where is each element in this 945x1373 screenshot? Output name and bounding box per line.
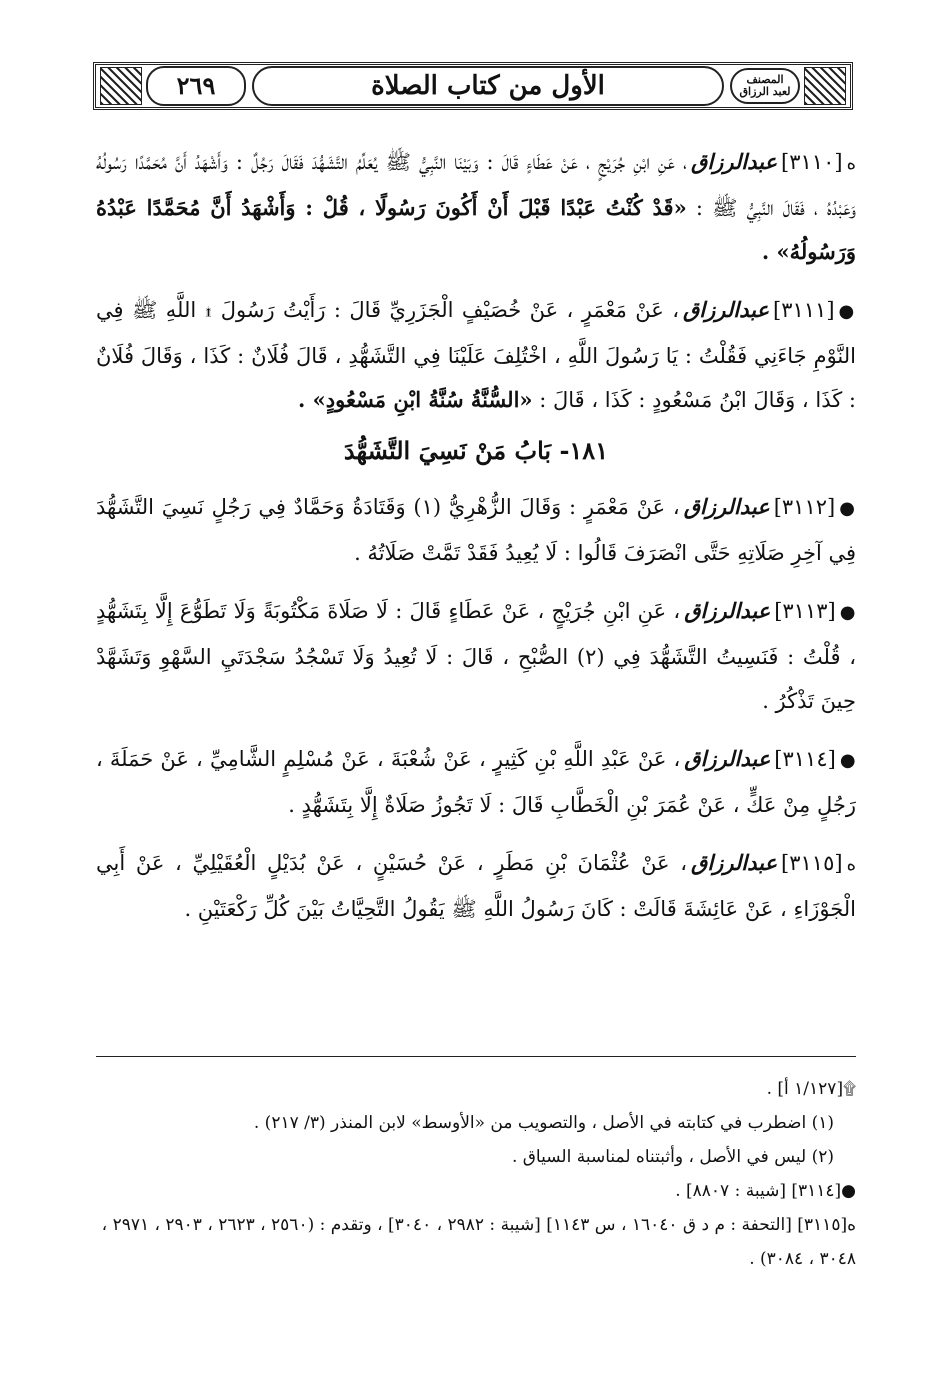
hadith-marker: ● xyxy=(839,750,856,771)
footnote-divider xyxy=(96,1056,856,1057)
hadith-number: [٣١١١] xyxy=(773,298,835,322)
footnote-2: (٢) ليس في الأصل ، وأثبتناه لمناسبة السياق . xyxy=(511,1147,834,1167)
hadith-marker: ه xyxy=(846,153,856,174)
hadith-number: [٣١١٢] xyxy=(773,495,836,519)
hadith-3113 xyxy=(96,589,856,723)
page-number: ٢٦٩ xyxy=(146,66,246,106)
footnote-3115: ه[٣١١٥] [التحفة : م د ق ١٦٠٤٠ ، س ١١٤٣] [شيبة : ٢٩٨٢ ، ٣٠٤٠] ، وتقدم : (٢٥٦٠ ، ٢٦٢٣ ، ٢٩٠٣ ، ٢٩٧١ ، ٣٠٤٨ ، ٣٠٨٤) . xyxy=(101,1215,856,1269)
page-header xyxy=(93,62,853,110)
hadith-marker: ● xyxy=(838,301,856,322)
hadith-marker: ● xyxy=(839,498,856,519)
author-name: عبدالرزاق xyxy=(683,494,770,519)
hadith-text: ، عَنْ مَعْمَرٍ ، عَنْ خُصَيْفٍ الْجَزَرِيِّ قَالَ : رَأَيْتُ رَسُولَ ۩ اللَّهِ ﷺ فِي النَّوْمِ جَاءَنِي فَقُلْتُ : يَا رَسُولَ اللَّهِ ، اخْتُلِفَ عَلَيْنَا فِي التَّشَهُّدِ ، قَالَ فُلَانٌ : كَذَا ، وَقَالَ فُلَانٌ : كَذَا ، وَقَالَ ابْنُ مَسْعُودٍ : كَذَا ، قَالَ : xyxy=(96,298,856,412)
main-text xyxy=(96,140,856,945)
author-name: عبدالرزاق xyxy=(691,149,778,174)
hadith-3110 xyxy=(96,140,856,274)
hadith-number: [٣١١٤] xyxy=(774,747,836,771)
hadith-3115 xyxy=(96,841,856,931)
author-name: عبدالرزاق xyxy=(683,297,769,322)
author-name: عبدالرزاق xyxy=(684,598,771,623)
hadith-number: [٣١١٣] xyxy=(774,599,836,623)
hadith-quote: «قَدْ كُنْتُ عَبْدًا قَبْلَ أَنْ أَكُونَ رَسُولًا ، قُلْ : وَأَشْهَدُ أَنَّ مُحَمَّدًا عَبْدُهُ وَرَسُولُهُ» . xyxy=(96,195,856,264)
hadith-text: ، عَنِ ابْنِ جُرَيْجٍ ، عَنْ عَطَاءٍ قَالَ : لَا صَلَاةَ مَكْتُوبَةً وَلَا تَطَوُّعَ إِلَّا بِتَشَهُّدٍ ، قُلْتُ : فَنَسِيتُ التَّشَهُّدَ فِي (٢) الصُّبْحِ ، قَالَ : لَا تُعِيدُ وَلَا تَسْجُدُ سَجْدَتَيِ السَّهْوِ وَتَشَهَّدْ حِينَ تَذْكُرُ . xyxy=(96,599,856,713)
footnote-1: (١) اضطرب في كتابته في الأصل ، والتصويب من «الأوسط» لابن المنذر (٣/ ٢١٧) . xyxy=(253,1113,834,1133)
ornament-left xyxy=(100,67,142,105)
hadith-3114 xyxy=(96,737,856,827)
hadith-text: ، عَنِ ابْنِ جُرَيْجٍ ، عَنْ عَطَاءٍ قَالَ : وَبَيْنَا النَّبِيُّ ﷺ يُعَلِّمُ التَّشَهُّدَ فَقَالَ رَجُلٌ : وَأَشْهَدُ أَنَّ مُحَمَّدًا رَسُولُهُ وَعَبْدُهُ ، فَقَالَ النَّبِيُّ ﷺ : xyxy=(96,150,856,220)
ornament-right xyxy=(804,67,846,105)
chapter-heading: ١٨١- بَابُ مَنْ نَسِيَ التَّشَهُّدَ xyxy=(343,436,609,465)
hadith-text: ، عَنْ عَبْدِ اللَّهِ بْنِ كَثِيرٍ ، عَنْ شُعْبَةَ ، عَنْ مُسْلِمٍ الشَّامِيِّ ، عَنْ حَمَلَةَ ، رَجُلٍ مِنْ عَكٍّ ، عَنْ عُمَرَ بْنِ الْخَطَّابِ قَالَ : لَا تَجُوزُ صَلَاةٌ إِلَّا بِتَشَهُّدٍ . xyxy=(96,747,856,817)
hadith-3111 xyxy=(96,288,856,422)
author-name: عبدالرزاق xyxy=(691,850,778,875)
hadith-number: [٣١١٥] xyxy=(781,851,843,875)
book-badge: المصنف لعبد الرزاق xyxy=(730,68,800,104)
hadith-quote: «السُّنَّةُ سُنَّةُ ابْنِ مَسْعُودٍ» . xyxy=(298,387,533,412)
hadith-marker: ه xyxy=(846,854,856,875)
footnotes xyxy=(96,1072,856,1276)
hadith-text: ، عَنْ مَعْمَرٍ : وَقَالَ الزُّهْرِيُّ (١) وَقَتَادَةُ وَحَمَّادٌ فِي رَجُلٍ نَسِيَ التَّشَهُّدَ فِي آخِرِ صَلَاتِهِ حَتَّى انْصَرَفَ قَالُوا : لَا يُعِيدُ فَقَدْ تَمَّتْ صَلَاتُهُ . xyxy=(96,495,856,565)
footnote-3114: ●[٣١١٤] [شيبة : ٨٨٠٧] . xyxy=(675,1181,856,1201)
running-title: الأول من كتاب الصلاة xyxy=(252,66,724,106)
hadith-marker: ● xyxy=(839,602,856,623)
hadith-3112 xyxy=(96,485,856,575)
footnote-manuscript: ۩[١/١٢٧ أ] . xyxy=(766,1079,856,1099)
hadith-number: [٣١١٠] xyxy=(781,150,843,174)
author-name: عبدالرزاق xyxy=(684,746,771,771)
hadith-text: ، عَنْ عُثْمَانَ بْنِ مَطَرٍ ، عَنْ حُسَيْنٍ ، عَنْ بُدَيْلٍ الْعُقَيْلِيِّ ، عَنْ أَبِي الْجَوْزَاءِ ، عَنْ عَائِشَةَ قَالَتْ : كَانَ رَسُولُ اللَّهِ ﷺ يَقُولُ التَّحِيَّاتُ بَيْنَ كُلِّ رَكْعَتَيْنِ . xyxy=(96,851,856,921)
